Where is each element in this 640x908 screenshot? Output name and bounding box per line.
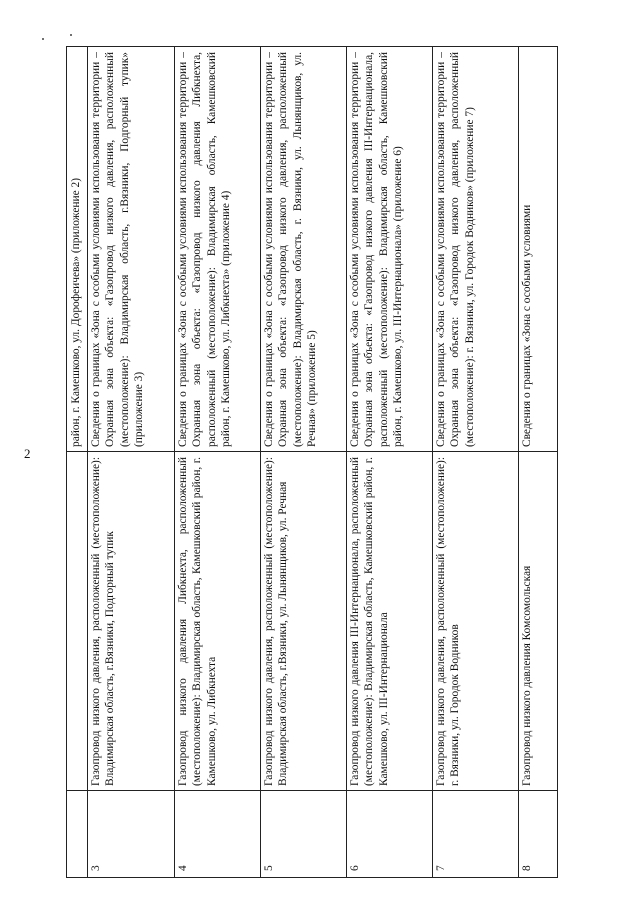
row-number: 3 (90, 865, 102, 871)
description-cell: Сведения о границах «Зона с особыми условиями использования территории – Охранная зона объекта: «Газопровод низкого давления, расположенный (местоположение): Владимирская область, г. Вязники, ул. Лынянщиков, ул. Речная» (приложение 5) (263, 52, 319, 447)
description-cell: Сведения о границах «Зона с особыми условиями использования территории – Охранная зона объекта: «Газопровод низкого давления III-Интернационала, расположенный (местоположение): Владимирская область, Камешковский район, г. Камешково, ул. III-Интернационала» (приложение 6) (349, 52, 405, 447)
row-number: 6 (349, 865, 361, 871)
table-row-cell (87, 47, 174, 451)
table-row-cell (346, 47, 432, 451)
table-row-cell (174, 452, 260, 790)
table-row-cell (432, 791, 518, 877)
table-row-cell (87, 791, 174, 877)
name-cell: Газопровод низкого давления Комсомольская (521, 565, 533, 786)
table-row-cell (67, 47, 87, 451)
table-row-cell (87, 452, 174, 790)
page-number: 2 (24, 446, 31, 461)
table-row-cell (67, 452, 87, 790)
row-number: 7 (435, 865, 447, 871)
table-row-cell (260, 452, 346, 790)
description-cell: район, г. Камешково, ул. Дорофеичева» (приложение 2) (70, 177, 82, 447)
description-column (67, 47, 557, 452)
description-cell: Сведения о границах «Зона с особыми условиями (521, 204, 533, 447)
row-number: 4 (177, 865, 189, 871)
table-row-cell (518, 452, 559, 790)
table-row-cell (518, 47, 559, 451)
name-column (67, 452, 557, 791)
number-column (67, 791, 557, 877)
row-number: 5 (263, 865, 275, 871)
table-row-cell (260, 47, 346, 451)
name-cell: Газопровод низкого давления, расположенный (местоположение): Владимирская область, г.Вязники, ул. Лынянщиков, ул. Речная (263, 457, 290, 786)
table-row-cell (67, 791, 87, 877)
description-cell: Сведения о границах «Зона с особыми условиями использования территории – Охранная зона объекта: «Газопровод низкого давления, расположенный (местоположение): Владимирская область, г.Вязники, Подгорный тупик» (приложение 3) (90, 52, 146, 447)
table-row-cell (174, 791, 260, 877)
description-cell: Сведения о границах «Зона с особыми условиями использования территории – Охранная зона объекта: «Газопровод низкого давления, расположенный (местоположение): г. Вязники, ул. Городок Водников» (приложение 7) (435, 52, 476, 447)
table-row-cell (432, 47, 518, 451)
table-row-cell (346, 452, 432, 790)
name-cell: Газопровод низкого давления, расположенный (местоположение): Владимирская область, г.Вязники, Подгорный тупик (90, 457, 117, 786)
row-number: 8 (521, 865, 533, 871)
scan-speck (70, 34, 72, 36)
description-cell: Сведения о границах «Зона с особыми условиями использования территории – Охранная зона объекта: «Газопровод низкого давления Либкнехта, расположенный (местоположение): Владимирская область, Камешковский район, г. Камешково, ул. Либкнехта» (приложение 4) (177, 52, 233, 447)
scan-speck (42, 38, 44, 40)
table-row-cell (518, 791, 559, 877)
name-cell (67, 452, 71, 790)
row-number (67, 791, 71, 877)
rotated-document-table (66, 46, 558, 878)
name-cell: Газопровод низкого давления III-Интернационала, расположенный (местоположение): Владимирская область, Камешковский район, г. Камешково, ул. III-Интернационала (349, 457, 390, 786)
table-row-cell (174, 47, 260, 451)
table-row-cell (260, 791, 346, 877)
table-row-cell (346, 791, 432, 877)
name-cell: Газопровод низкого давления, расположенный (местоположение): г. Вязники, ул. Городок Водников (435, 457, 462, 786)
name-cell: Газопровод низкого давления Либкнехта, расположенный (местоположение): Владимирская область, Камешковский район, г. Камешково, ул. Либкнехта (177, 457, 218, 786)
table-row-cell (432, 452, 518, 790)
